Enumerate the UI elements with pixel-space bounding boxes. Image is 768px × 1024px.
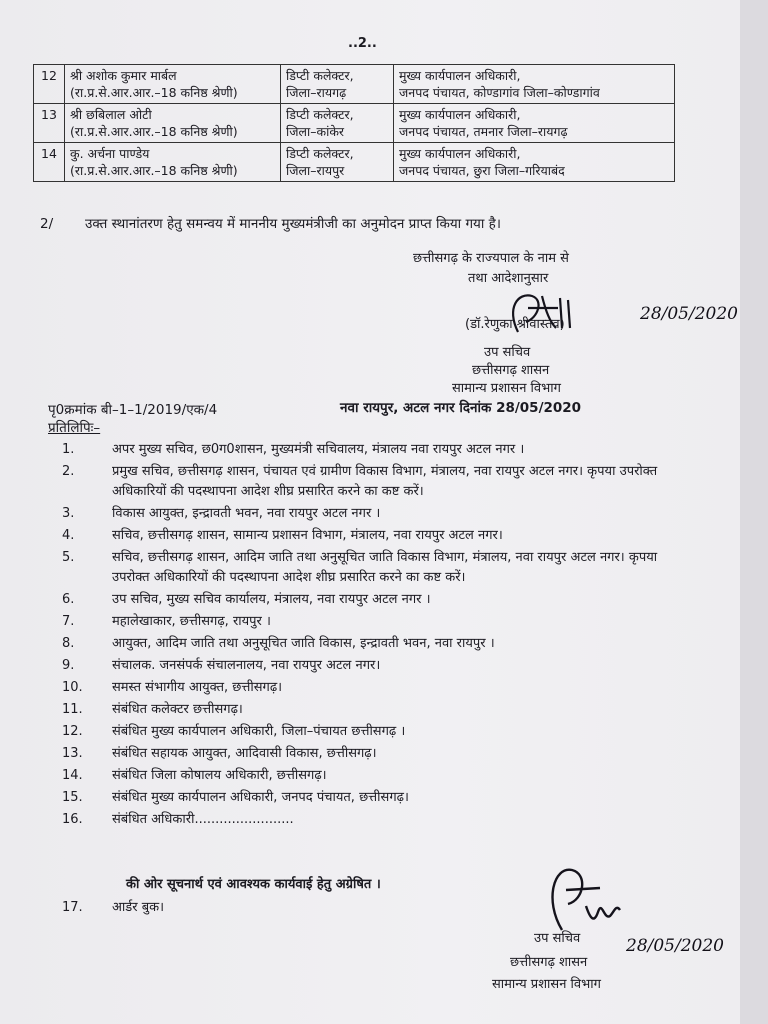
list-text: समस्त संभागीय आयुक्त, छत्तीसगढ़। xyxy=(112,680,283,695)
officer-cadre: (रा.प्र.से.आर.आर.–18 कनिष्ठ श्रेणी) xyxy=(70,124,238,139)
copy-heading: प्रतिलिपिः– xyxy=(48,420,101,436)
list-text: अपर मुख्य सचिव, छ0ग0शासन, मुख्यमंत्री सचिवालय, मंत्रालय नवा रायपुर अटल नगर । xyxy=(112,442,525,457)
list-number: 7. xyxy=(62,614,75,629)
list-text: महालेखाकार, छत्तीसगढ़, रायपुर । xyxy=(112,614,271,629)
list-item xyxy=(52,788,682,808)
signatory2-department: सामान्य प्रशासन विभाग xyxy=(492,977,601,992)
list-text: आयुक्त, आदिम जाति तथा अनुसूचित जाति विकास, इन्द्रावती भवन, नवा रायपुर । xyxy=(112,636,495,651)
list-number: 14. xyxy=(62,768,83,783)
list-text: संबंधित मुख्य कार्यपालन अधिकारी, जनपद पंचायत, छत्तीसगढ़। xyxy=(112,790,409,805)
current-post: डिप्टी कलेक्टर, xyxy=(286,107,354,122)
governor-order-line: छत्तीसगढ़ के राज्यपाल के नाम से xyxy=(413,251,569,266)
serial-number: 14 xyxy=(34,143,65,182)
list-text: प्रमुख सचिव, छत्तीसगढ़ शासन, पंचायत एवं ग्रामीण विकास विभाग, मंत्रालय, नवा रायपुर अटल नगर। कृपया उपरोक्त अधिकारियों की पदस्थापना आदेश शीघ्र प्रसारित करने का कष्ट करें। xyxy=(112,464,658,499)
new-posting-cell xyxy=(394,65,675,104)
signatory-designation: उप सचिव xyxy=(484,345,531,360)
list-item xyxy=(52,744,682,764)
current-district: जिला–कांकेर xyxy=(286,124,345,139)
list-text: संबंधित कलेक्टर छत्तीसगढ़। xyxy=(112,702,243,717)
list-text: सचिव, छत्तीसगढ़ शासन, आदिम जाति तथा अनुसूचित जाति विकास विभाग, मंत्रालय, नवा रायपुर अटल नगर। कृपया उपरोक्त अधिकारियों की पदस्थापना आदेश शीघ्र प्रसारित करने का कष्ट करें। xyxy=(112,550,658,585)
list-item xyxy=(52,504,682,524)
list-item xyxy=(52,440,682,460)
list-item xyxy=(52,678,682,698)
current-district: जिला–रायपुर xyxy=(286,163,345,178)
list-item xyxy=(52,700,682,720)
note-text: उक्त स्थानांतरण हेतु समन्वय में माननीय मुख्यमंत्रीजी का अनुमोदन प्राप्त किया गया है। xyxy=(85,216,501,232)
list-number: 13. xyxy=(62,746,83,761)
signatory-name: (डॉ.रेणुका श्रीवास्तव) xyxy=(465,317,565,332)
officer-name: कु. अर्चना पाण्डेय xyxy=(70,146,150,161)
list-number: 11. xyxy=(62,702,83,717)
officer-cadre: (रा.प्र.से.आर.आर.–18 कनिष्ठ श्रेणी) xyxy=(70,85,238,100)
table-row xyxy=(34,104,675,143)
current-post-cell xyxy=(281,65,394,104)
approval-note xyxy=(40,214,501,232)
officer-name-cell xyxy=(65,65,281,104)
list-number: 4. xyxy=(62,528,75,543)
reference-place-date: नवा रायपुर, अटल नगर दिनांक 28/05/2020 xyxy=(340,400,582,416)
current-post: डिप्टी कलेक्टर, xyxy=(286,146,354,161)
list-number: 5. xyxy=(62,550,75,565)
signatory-government: छत्तीसगढ़ शासन xyxy=(472,363,550,378)
signatory2-government: छत्तीसगढ़ शासन xyxy=(510,955,588,970)
list-text: सचिव, छत्तीसगढ़ शासन, सामान्य प्रशासन विभाग, मंत्रालय, नवा रायपुर अटल नगर। xyxy=(112,528,503,543)
officer-name: श्री छबिलाल ओटी xyxy=(70,107,152,122)
list-number: 16. xyxy=(62,812,83,827)
list-item xyxy=(52,810,682,830)
handwritten-date-1: 28/05/2020 xyxy=(640,304,738,324)
current-post: डिप्टी कलेक्टर, xyxy=(286,68,354,83)
new-posting-title: मुख्य कार्यपालन अधिकारी, xyxy=(399,107,521,122)
officer-name-cell xyxy=(65,104,281,143)
list-number: 1. xyxy=(62,442,75,457)
reference-number: पृ0क्रमांक बी–1–1/2019/एक/4 xyxy=(48,402,218,418)
page-number: ..2.. xyxy=(348,36,377,51)
signatory2-designation: उप सचिव xyxy=(534,931,581,946)
copy-list xyxy=(52,440,682,832)
list-item xyxy=(52,766,682,786)
new-posting-cell xyxy=(394,143,675,182)
new-posting-place: जनपद पंचायत, कोण्डागांव जिला–कोण्डागांव xyxy=(399,85,600,100)
current-post-cell xyxy=(281,104,394,143)
serial-number: 13 xyxy=(34,104,65,143)
list-number: 8. xyxy=(62,636,75,651)
order-line: तथा आदेशानुसार xyxy=(468,271,549,286)
list-item xyxy=(52,612,682,632)
list-item xyxy=(52,548,682,588)
new-posting-cell xyxy=(394,104,675,143)
list-item xyxy=(52,590,682,610)
list-item: 17. आर्डर बुक। xyxy=(62,900,165,915)
list-number: 9. xyxy=(62,658,75,673)
list-number: 3. xyxy=(62,506,75,521)
list-number: 6. xyxy=(62,592,75,607)
list-item xyxy=(52,526,682,546)
officer-cadre: (रा.प्र.से.आर.आर.–18 कनिष्ठ श्रेणी) xyxy=(70,163,238,178)
officer-name-cell xyxy=(65,143,281,182)
list-text: उप सचिव, मुख्य सचिव कार्यालय, मंत्रालय, नवा रायपुर अटल नगर । xyxy=(112,592,431,607)
list-item xyxy=(52,462,682,502)
list-item xyxy=(52,656,682,676)
list-text: संबंधित जिला कोषालय अधिकारी, छत्तीसगढ़। xyxy=(112,768,327,783)
table-row xyxy=(34,65,675,104)
handwritten-date-2: 28/05/2020 xyxy=(626,936,724,956)
list-item xyxy=(52,722,682,742)
list-number: 15. xyxy=(62,790,83,805)
page-edge xyxy=(740,0,768,1024)
list-text: विकास आयुक्त, इन्द्रावती भवन, नवा रायपुर अटल नगर । xyxy=(112,506,381,521)
new-posting-title: मुख्य कार्यपालन अधिकारी, xyxy=(399,146,521,161)
forward-note: की ओर सूचनार्थ एवं आवश्यक कार्यवाई हेतु अग्रेषित । xyxy=(126,877,381,892)
serial-number: 12 xyxy=(34,65,65,104)
list-text: संबंधित अधिकारी........................ xyxy=(112,812,294,827)
new-posting-title: मुख्य कार्यपालन अधिकारी, xyxy=(399,68,521,83)
note-number: 2/ xyxy=(40,216,54,232)
transfer-table xyxy=(33,64,675,182)
list-text: संबंधित सहायक आयुक्त, आदिवासी विकास, छत्तीसगढ़। xyxy=(112,746,377,761)
list-item xyxy=(52,634,682,654)
table-row xyxy=(34,143,675,182)
new-posting-place: जनपद पंचायत, तमनार जिला–रायगढ़ xyxy=(399,124,568,139)
list-number: 2. xyxy=(62,464,75,479)
new-posting-place: जनपद पंचायत, छुरा जिला–गरियाबंद xyxy=(399,163,565,178)
current-district: जिला–रायगढ़ xyxy=(286,85,347,100)
list-number: 10. xyxy=(62,680,83,695)
current-post-cell xyxy=(281,143,394,182)
signatory-department: सामान्य प्रशासन विभाग xyxy=(452,381,561,396)
list-number: 12. xyxy=(62,724,83,739)
list-text: संबंधित मुख्य कार्यपालन अधिकारी, जिला–पंचायत छत्तीसगढ़ । xyxy=(112,724,406,739)
list-text: संचालक. जनसंपर्क संचालनालय, नवा रायपुर अटल नगर। xyxy=(112,658,381,673)
officer-name: श्री अशोक कुमार मार्बल xyxy=(70,68,177,83)
